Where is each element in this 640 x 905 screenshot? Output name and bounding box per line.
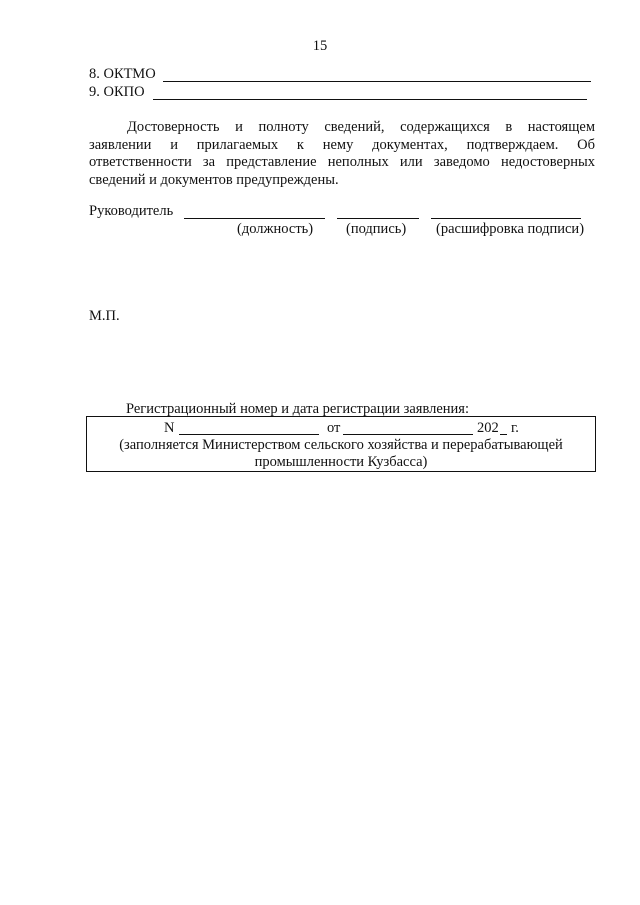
declaration-line-3: ответственности за представление неполных или заведомо недостоверных: [89, 154, 595, 170]
page-number: 15: [312, 38, 328, 54]
declaration-line-4: сведений и документов предупреждены.: [89, 171, 339, 188]
declaration-paragraph: [89, 119, 595, 189]
registration-box: [86, 416, 596, 472]
registration-date-line: [343, 434, 473, 435]
declaration-line-1: Достоверность и полноту сведений, содержащихся в настоящем: [127, 119, 595, 135]
oktmo-field-line: [163, 81, 591, 82]
registration-number-line: [179, 434, 319, 435]
registration-note-line-2: промышленности Кузбасса): [254, 454, 428, 470]
head-label: Руководитель: [89, 203, 174, 219]
signature-caption: (подпись): [346, 221, 407, 237]
registration-year-prefix: 202: [477, 420, 499, 436]
oktmo-label: 8. ОКТМО: [89, 66, 156, 82]
okpo-label: 9. ОКПО: [89, 84, 145, 100]
decoding-caption: (расшифровка подписи): [436, 221, 585, 237]
decoding-line: [431, 218, 581, 219]
registration-from-word: от: [327, 420, 341, 436]
stamp-place-label: М.П.: [89, 308, 120, 324]
position-line: [184, 218, 325, 219]
okpo-field-line: [153, 99, 587, 100]
declaration-line-2: заявлении и прилагаемых к нему документах, подтверждаем. Об: [89, 136, 595, 153]
registration-year-suffix: г.: [511, 420, 519, 436]
registration-heading: Регистрационный номер и дата регистрации заявления:: [126, 401, 469, 417]
position-caption: (должность): [237, 221, 314, 237]
registration-number-prefix: N: [164, 420, 175, 436]
signature-line: [337, 218, 419, 219]
registration-year-line: [500, 434, 507, 435]
registration-note-line-1: (заполняется Министерством сельского хозяйства и перерабатывающей: [119, 437, 563, 453]
